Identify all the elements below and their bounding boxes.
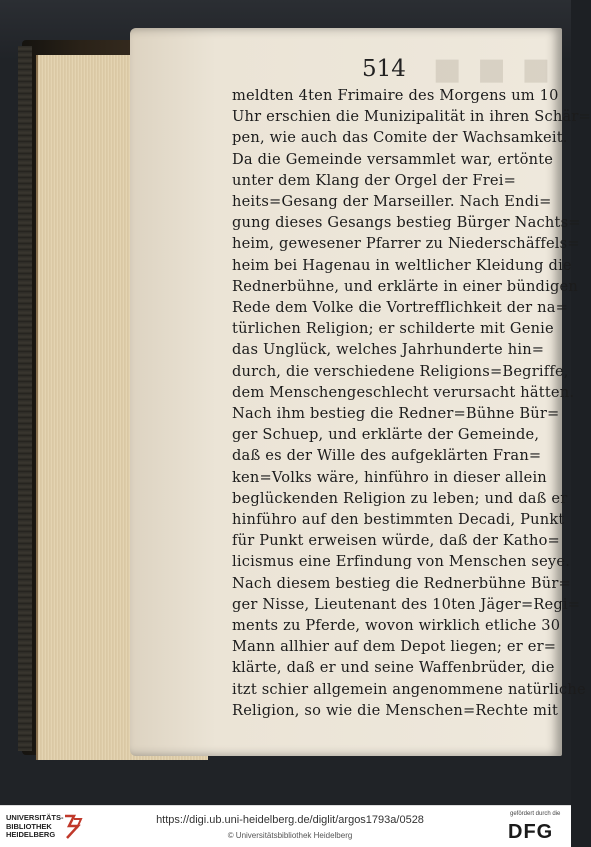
institution-name: UNIVERSITÄTS- BIBLIOTHEK HEIDELBERG (6, 813, 64, 839)
text-line: daß es der Wille des aufgeklärten Fran= (232, 447, 542, 465)
text-line: klärte, daß er und seine Waffenbrüder, die (232, 659, 555, 677)
text-line: für Punkt erweisen würde, daß der Katho= (232, 532, 560, 550)
text-line: ger Schuep, und erklärte der Gemeinde, (232, 426, 540, 444)
page-body-text (232, 85, 591, 721)
text-line: gung dieses Gesangs bestieg Bürger Nachts= (232, 214, 581, 232)
university-library-logo[interactable] (6, 812, 126, 842)
text-line: Mann allhier auf dem Depot liegen; er er= (232, 638, 557, 656)
text-line: türlichen Religion; er schilderte mit Genie (232, 320, 554, 338)
text-line: ger Nisse, Lieutenant des 10ten Jäger=Regi= (232, 595, 581, 613)
text-line: ments zu Pferde, wovon wirklich etliche 30 (232, 617, 561, 635)
copyright-notice (140, 831, 440, 840)
text-line: Rednerbühne, und erklärte in einer bündigen (232, 277, 578, 295)
text-line: ken=Volks wäre, hinführo in dieser allein (232, 468, 547, 486)
permalink-url[interactable]: https://digi.ub.uni-heidelberg.de/diglit/argos1793a/0528 (156, 814, 424, 826)
page-number: 514 (362, 56, 406, 82)
text-line: durch, die verschiedene Religions=Begriffe, (232, 362, 569, 380)
dfg-logo-text: DFG (508, 821, 554, 843)
text-line: heits=Gesang der Marseiller. Nach Endi= (232, 193, 552, 211)
dfg-logo[interactable] (500, 810, 566, 844)
copyright-text: © Universitätsbibliothek Heidelberg (227, 831, 353, 840)
text-line: dem Menschengeschlecht verursacht hätten. (232, 383, 575, 401)
viewer-footer (0, 805, 571, 847)
text-line: Rede dem Volke die Vortrefflichkeit der na= (232, 299, 569, 317)
text-line: Nach ihm bestieg die Redner=Bühne Bür= (232, 405, 560, 423)
text-line: das Unglück, welches Jahrhunderte hin= (232, 341, 545, 359)
text-line: licismus eine Erfindung von Menschen seye. (232, 553, 571, 571)
dfg-caption: gefördert durch die (510, 811, 561, 817)
text-line: Uhr erschien die Munizipalität in ihren Schär= (232, 108, 591, 126)
text-line: pen, wie auch das Comite der Wachsamkeit. (232, 129, 568, 147)
text-line: itzt schier allgemein angenommene natürliche (232, 680, 586, 698)
book-spine-edge (18, 46, 32, 751)
text-line: Nach diesem bestieg die Rednerbühne Bür= (232, 574, 571, 592)
text-line: unter dem Klang der Orgel der Frei= (232, 171, 517, 189)
text-line: Da die Gemeinde versammlet war, ertönte (232, 150, 554, 168)
text-line: heim, gewesener Pfarrer zu Niederschäffels= (232, 235, 580, 253)
text-line: heim bei Hagenau in weltlicher Kleidung die (232, 256, 572, 274)
text-line: Religion, so wie die Menschen=Rechte mit (232, 701, 559, 719)
text-line: hinführo auf den bestimmten Decadi, Punkt (232, 511, 565, 529)
show-through-text: ■■■ (416, 52, 550, 87)
heidelberg-logo-icon (62, 814, 84, 840)
text-line: beglückenden Religion zu leben; und daß er (232, 489, 568, 507)
text-line: meldten 4ten Frimaire des Morgens um 10 (232, 87, 559, 104)
